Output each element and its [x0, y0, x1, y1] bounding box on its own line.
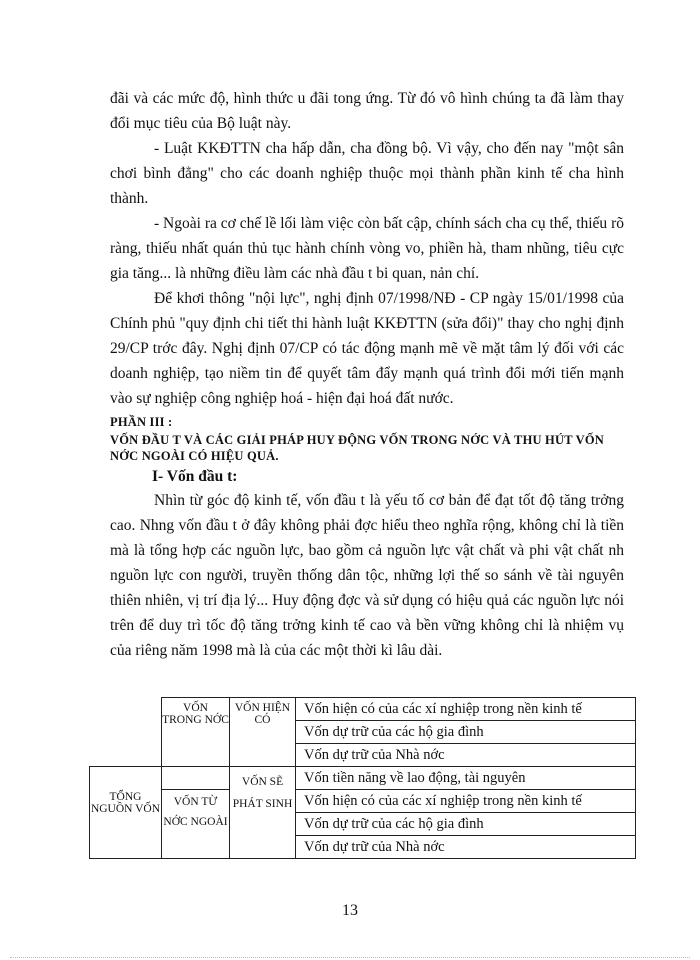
- paragraph-incentives: đãi và các mức độ, hình thức u đãi tong ứng. Từ đó vô hình chúng ta đã làm thay đổi mục tiêu của Bộ luật này.: [110, 90, 624, 132]
- arising-capital-label: VỐN SẼ PHÁT SINH: [232, 776, 293, 810]
- part-label: PHẦN III :: [110, 415, 173, 429]
- paragraph-decree: Để khơi thông "nội lực", nghị định 07/1998/NĐ - CP ngày 15/01/1998 của Chính phủ "quy định chi tiết thi hành luật KKĐTTN (sửa đổi)" thay cho nghị định 29/CP trớc đây. Nghị định 07/CP có tác động mạnh mẽ về mặt tâm lý đối với các doanh nghiệp, tạo niềm tin để quyết tâm đẩy mạnh quá trình đổi mới tiến mạnh vào sự nghiệp công nghiệp hoá - hiện đại hoá đất nước.: [110, 290, 624, 407]
- table-row: Vốn dự trữ của các hộ gia đình: [296, 721, 636, 744]
- paragraph-law-drawbacks: - Luật KKĐTTN cha hấp dẫn, cha đồng bộ. Vì vậy, cho đến nay "một sân chơi bình đẳng" cho các doanh nghiệp thuộc mọi thành phần kinh tế cha hình thành.: [110, 140, 624, 207]
- page-bottom-divider: [10, 957, 690, 958]
- paragraph-investment: Nhìn từ góc độ kinh tế, vốn đầu t là yếu tố cơ bản để đạt tốt độ tăng trởng cao. Nhng vốn đầu t ở đây không phải đợc hiểu theo nghĩa rộng, không chỉ là tiền mà là tổng hợp các nguồn lực, bao gồm cả nguồn lực vật chất và phi vật chất nh nguồn lực con người, truyền thống dân tộc, những lợi thế so sánh về tài nguyên thiên nhiên, vị trí địa lý... Huy động đợc và sử dụng có hiệu quả các nguồn lực nói trên để duy trì tốc độ tăng trởng kinh tế cao và bền vững không chỉ là nhiệm vụ của riêng năm 1998 mà là của các một thời kì lâu dài.: [110, 492, 624, 659]
- existing-capital-label: VỐN HIỆN CÓ: [234, 702, 291, 726]
- page-number: 13: [342, 902, 358, 919]
- foreign-capital-label: VỐN TỪ NỚC NGOÀI: [163, 796, 228, 828]
- section-title: I- Vốn đầu t:: [152, 468, 238, 485]
- table-row: Vốn tiền năng về lao động, tài nguyên: [296, 767, 636, 790]
- capital-sources-table: [89, 697, 636, 859]
- table-row: Vốn hiện có của các xí nghiệp trong nền kinh tế: [296, 698, 636, 721]
- paragraph-mechanism: - Ngoài ra cơ chế lề lối làm việc còn bất cập, chính sách cha cụ thể, thiếu rõ ràng, thiếu nhất quán thủ tục hành chính vòng vo, phiền hà, tham nhũng, tiêu cực gia tăng... là những điều làm các nhà đầu t bi quan, nản chí.: [110, 215, 624, 282]
- part-title: VỐN ĐẦU T VÀ CÁC GIẢI PHÁP HUY ĐỘNG VỐN TRONG NỚC VÀ THU HÚT VỐN NỚC NGOÀI CÓ HIỆU QUẢ.: [110, 433, 604, 463]
- table-row: Vốn hiện có của các xí nghiệp trong nền kinh tế: [296, 790, 636, 813]
- table-row: Vốn dự trữ của Nhà nớc: [296, 836, 636, 859]
- table-row: Vốn dự trữ của Nhà nớc: [296, 744, 636, 767]
- table-row: Vốn dự trữ của các hộ gia đình: [296, 813, 636, 836]
- total-capital-label: TỔNG NGUỒN VỐN: [90, 790, 161, 815]
- domestic-capital-label: VỐN TRONG NỚC: [162, 702, 229, 726]
